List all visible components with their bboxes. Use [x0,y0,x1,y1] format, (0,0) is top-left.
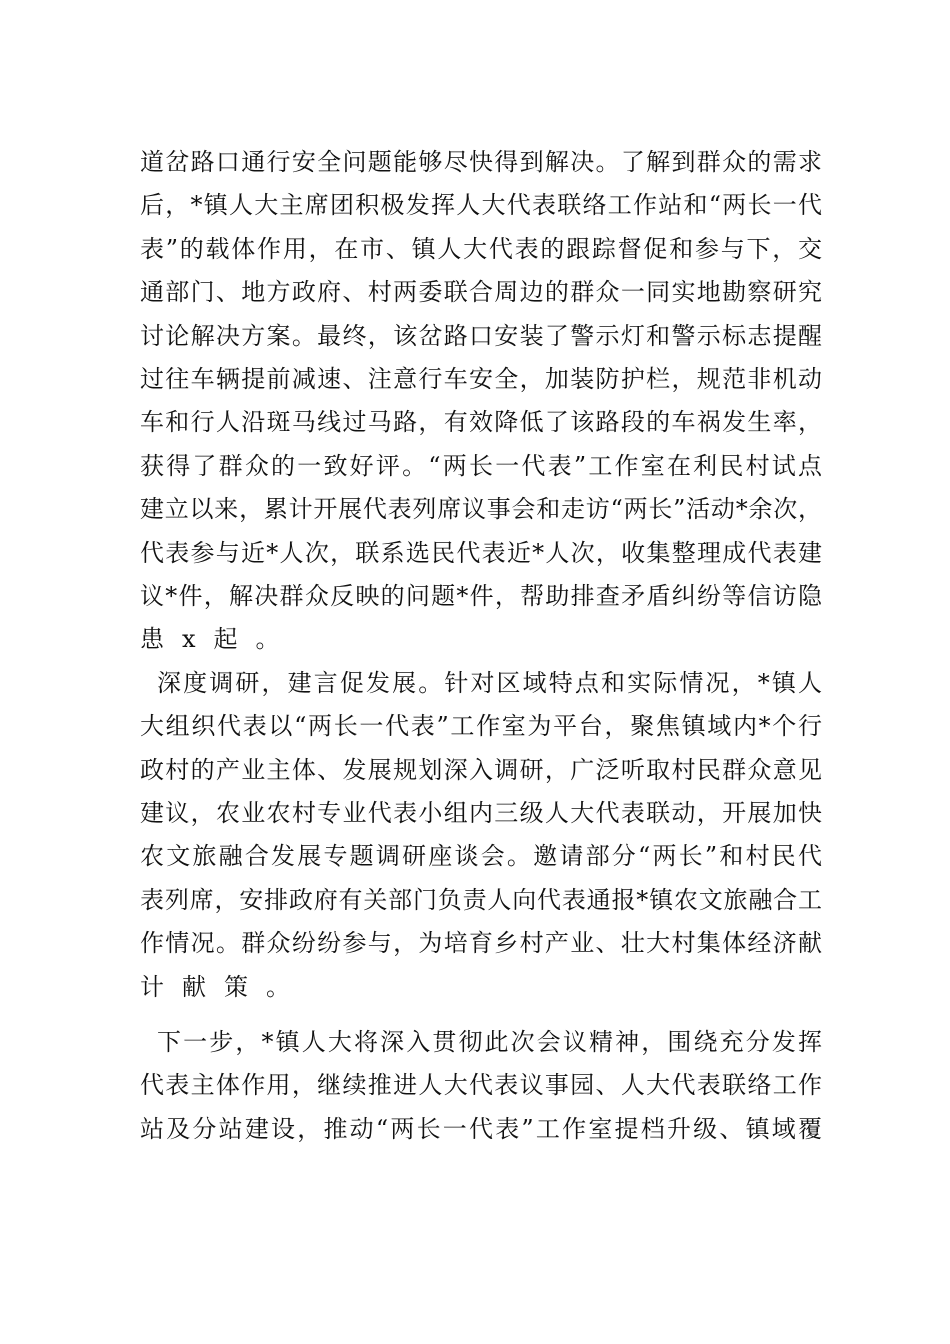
text-line: 讨论解决方案。最终，该岔路口安装了警示灯和警示标志提醒 [140,321,822,350]
text-line: 建议，农业农村专业代表小组内三级人大代表联动，开展加快 [140,799,822,827]
text-line: 患x起。 [140,625,298,654]
text-line: 代表参与近*人次，联系选民代表近*人次，收集整理成代表建 [140,538,822,567]
text-line: 作情况。群众纷纷参与，为培育乡村产业、壮大村集体经济献 [140,929,822,958]
paragraph-first-line: 深度调研，建言促发展。针对区域特点和实际情况，*镇人 [157,668,822,697]
text-line: 代表主体作用，继续推进人大代表议事园、人大代表联络工作 [140,1071,822,1100]
text-line: 农文旅融合发展专题调研座谈会。邀请部分“两长”和村民代 [140,842,822,871]
text-line: 车和行人沿斑马线过马路，有效降低了该路段的车祸发生率， [140,408,822,437]
text-line: 议*件，解决群众反映的问题*件，帮助排查矛盾纠纷等信访隐 [140,582,822,610]
text-line: 道岔路口通行安全问题能够尽快得到解决。了解到群众的需求 [140,148,822,176]
text-line: 建立以来，累计开展代表列席议事会和走访“两长”活动*余次， [140,495,822,524]
text-line: 大组织代表以“两长一代表”工作室为平台，聚焦镇域内*个行 [140,712,822,741]
text-line: 过往车辆提前减速、注意行车安全，加装防护栏，规范非机动 [140,365,822,393]
text-line: 计献策。 [140,972,308,1001]
paragraph-first-line: 下一步，*镇人大将深入贯彻此次会议精神，围绕充分发挥 [157,1028,822,1056]
text-line: 表列席，安排政府有关部门负责人向代表通报*镇农文旅融合工 [140,885,822,914]
text-line: 站及分站建设，推动“两长一代表”工作室提档升级、镇域覆 [140,1114,822,1143]
text-line: 政村的产业主体、发展规划深入调研，广泛听取村民群众意见 [140,755,822,784]
text-line: 获得了群众的一致好评。“两长一代表”工作室在利民村试点 [140,451,822,480]
text-line: 表”的载体作用，在市、镇人大代表的跟踪督促和参与下，交 [140,234,822,263]
text-line: 后，*镇人大主席团积极发挥人大代表联络工作站和“两长一代 [140,191,822,220]
text-line: 通部门、地方政府、村两委联合周边的群众一同实地勘察研究 [140,278,822,307]
